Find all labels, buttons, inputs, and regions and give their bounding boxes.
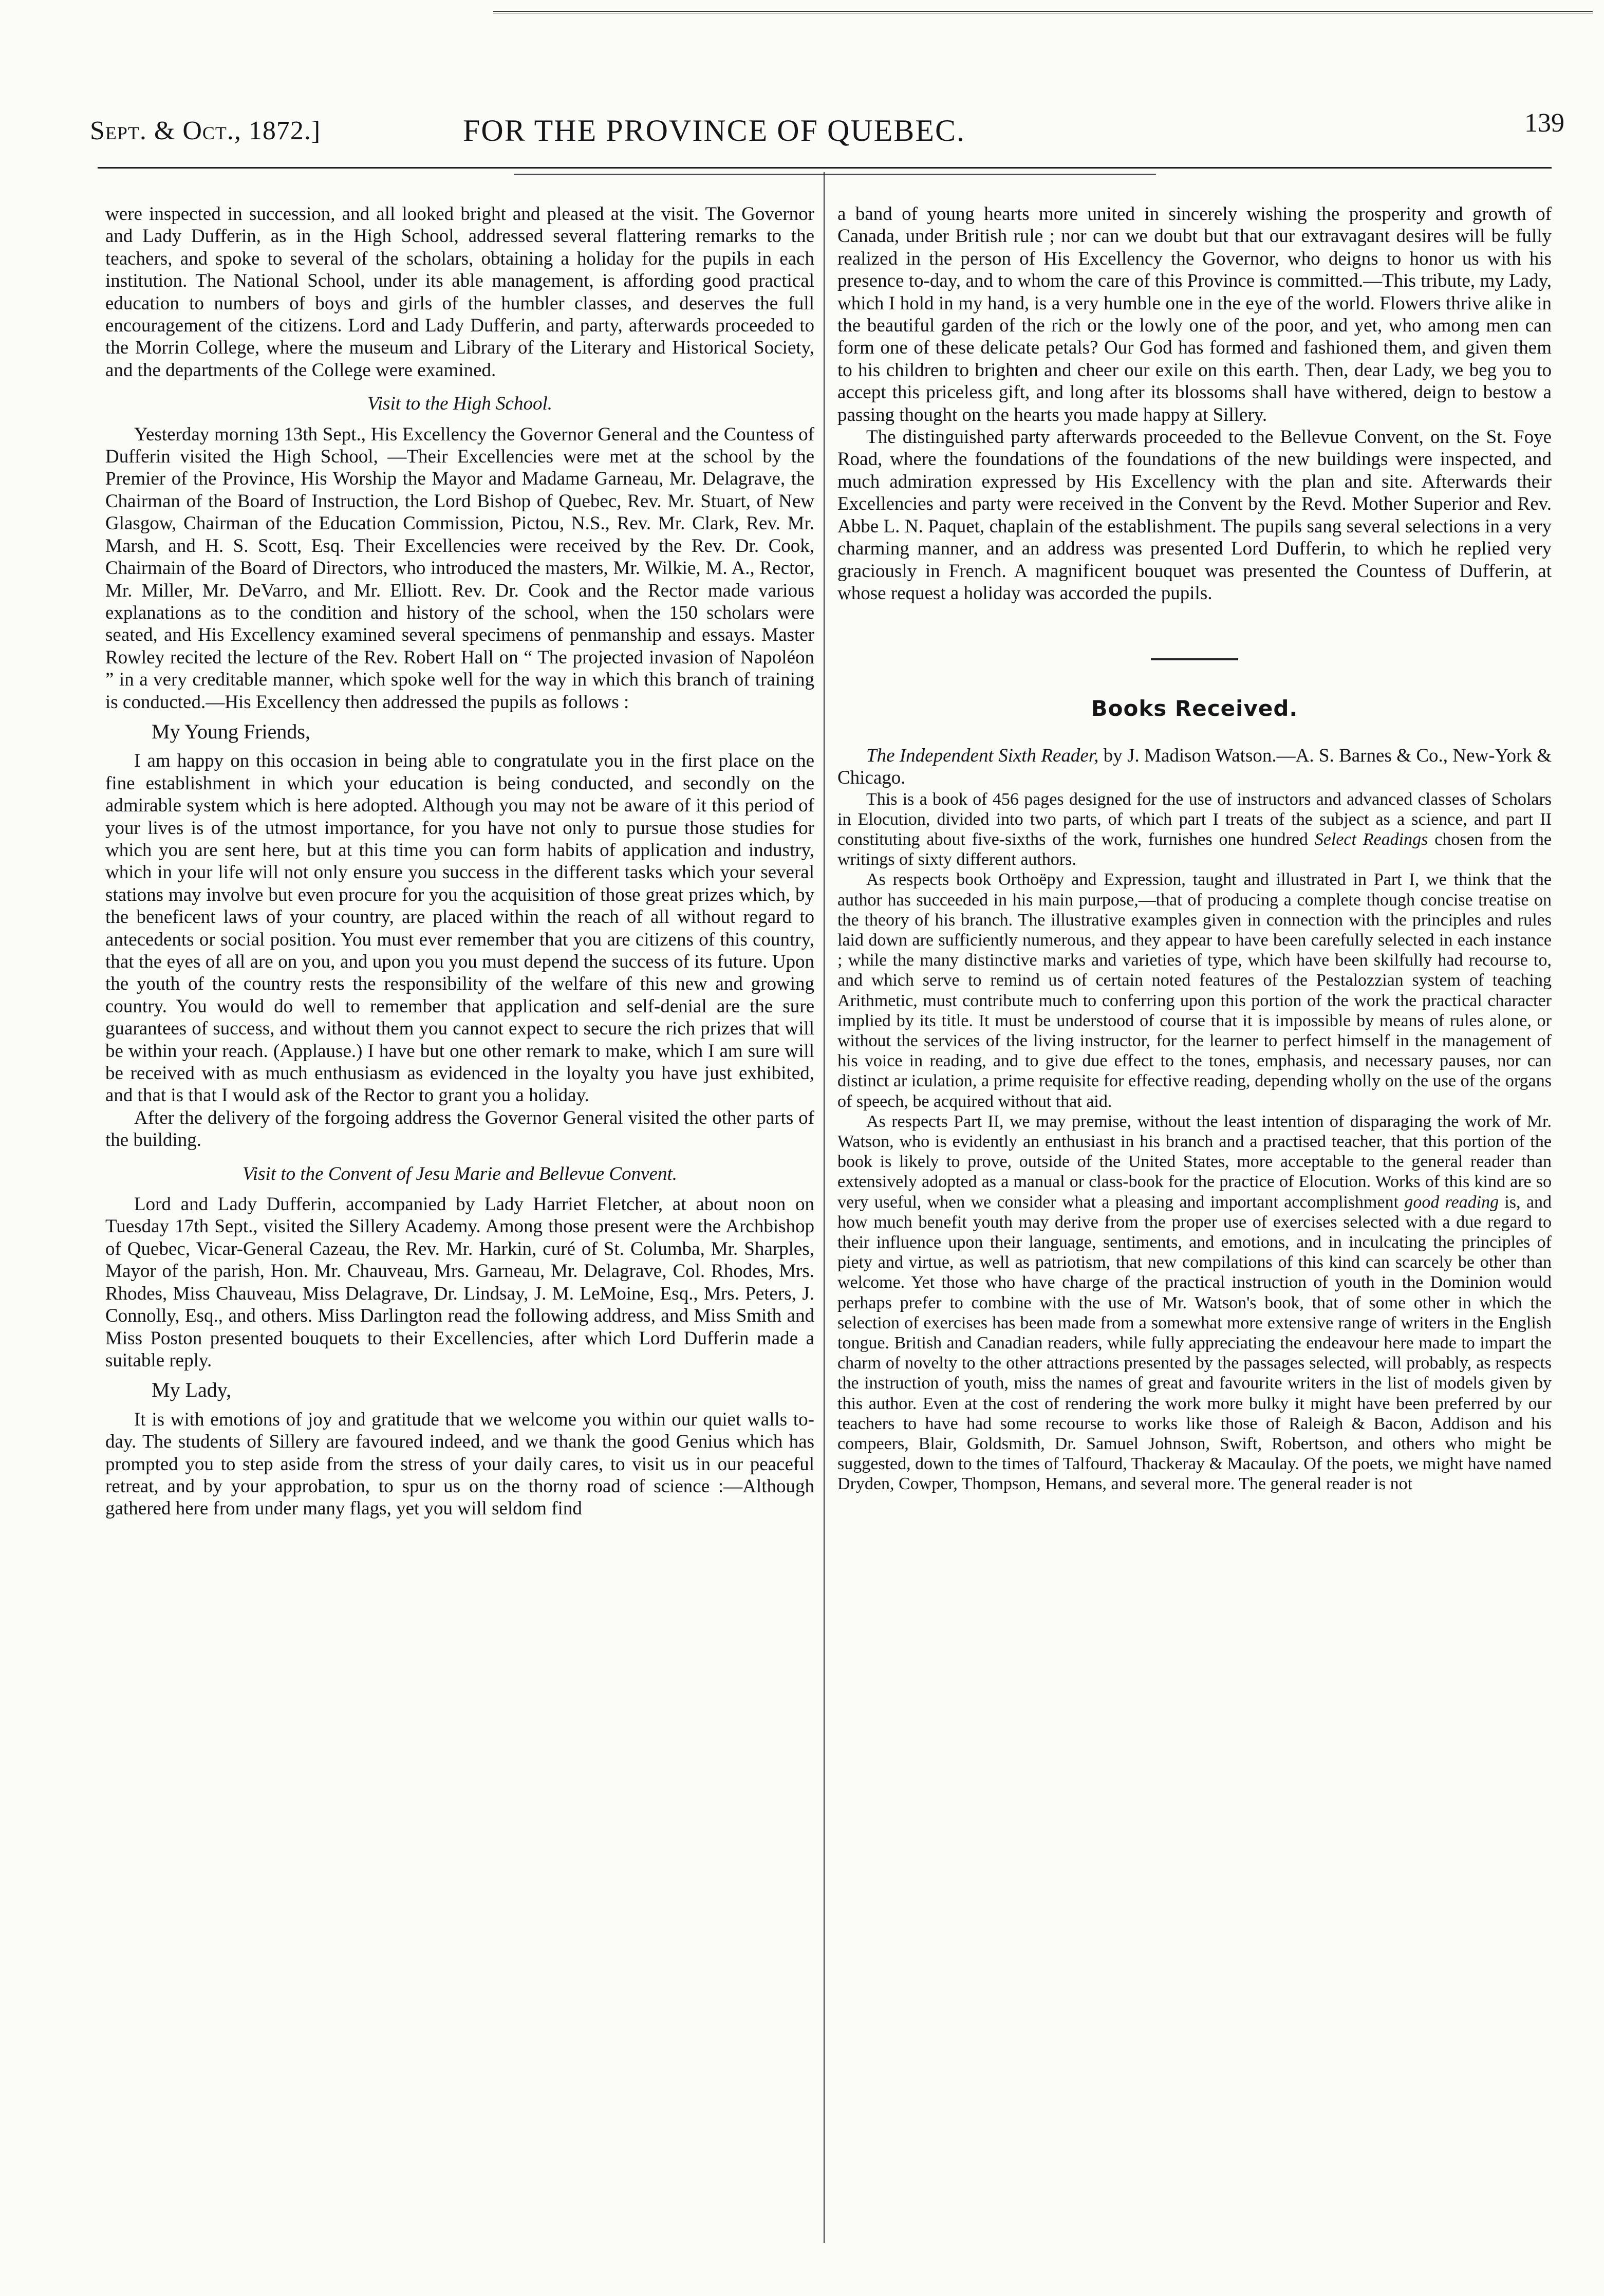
column-divider bbox=[824, 172, 825, 2243]
header-rule-secondary bbox=[514, 174, 1156, 175]
book-title: The Independent Sixth Reader, bbox=[866, 745, 1099, 766]
paragraph: As respects Part II, we may premise, without the least intention of disparaging the work of Mr. Watson, who is evidently an enthusiast in his branch and a practised teacher, that this portion of the book is likely to prove, outside of the United States, more acceptable to the general reader than extensively adopted as a manual or class-book for the practice of Elocution. Works of this kind are so very useful, when we consider what a pleasing and important accomplishment good reading is, and how much benefit youth may derive from the proper use of exercises selected with a due regard to their influence upon their language, sentiments, and emotions, and in inculcating the principles of piety and virtue, as well as patriotism, that new compilations of this kind can scarcely be other than welcome. Yet those who have charge of the practical instruction of youth in the Dominion would perhaps prefer to combine with the use of Mr. Watson's book, that of some other in which the selection of exercises has been made from a somewhat more extensive range of writers in the English tongue. British and Canadian readers, while fully appreciating the endeavour here made to impart the charm of novelty to the other attractions presented by the passages selected, will probably, as respects the instruction of youth, miss the names of great and favourite writers in the list of models given by this author. Even at the cost of rendering the work more bulky it might have been preferred by our teachers to have had some recourse to works like those of Raleigh & Bacon, Addison and his compeers, Blair, Goldsmith, Dr. Samuel Johnson, Swift, Robertson, and others who might be suggested, down to the times of Talfourd, Thackeray & Macaulay. Of the poets, we might have named Dryden, Cowper, Thompson, Hemans, and several more. The general reader is not bbox=[837, 1112, 1552, 1494]
running-title: FOR THE PROVINCE OF QUEBEC. bbox=[463, 114, 965, 147]
book-citation bbox=[837, 745, 1552, 789]
top-border-rule bbox=[493, 11, 1593, 13]
paragraph: It is with emotions of joy and gratitude that we welcome you within our quiet walls to-day. The students of Sillery are favoured indeed, and we thank the good Genius which has prompted you to step aside from the stress of your daily cares, to visit us in our peaceful retreat, and by your approbation, to spur us on the thorny road of science :—Although gathered here from under many flags, yet you will seldom find bbox=[105, 1409, 814, 1520]
paragraph: Yesterday morning 13th Sept., His Excellency the Governor General and the Countess of Dufferin visited the High School, —Their Excellencies were met at the school by the Premier of the Province, His Worship the Mayor and Madame Garneau, Mr. Delagrave, the Chairman of the Board of Instruction, the Lord Bishop of Quebec, Rev. Mr. Stuart, of New Glasgow, Chairman of the Education Commission, Pictou, N.S., Rev. Mr. Clark, Rev. Mr. Marsh, and H. S. Scott, Esq. Their Excellencies were received by the Rev. Dr. Cook, Chairmain of the Board of Directors, who introduced the masters, Mr. Wilkie, M. A., Rector, Mr. Miller, Mr. DeVarro, and Mr. Elliott. Rev. Dr. Cook and the Rector made various explanations as to the condition and history of the school, when the 150 scholars were seated, and His Excellency examined several specimens of penmanship and essays. Master Rowley recited the lecture of the Rev. Robert Hall on “ The projected invasion of Napoléon ” in a very creditable manner, which spoke well for the way in which this branch of training is conducted.—His Excellency then addressed the pupils as follows : bbox=[105, 423, 814, 713]
right-column bbox=[837, 203, 1552, 1494]
paragraph: were inspected in succession, and all looked bright and pleased at the visit. The Governor and Lady Dufferin, as in the High School, addressed several flattering remarks to the teachers, and spoke to several of the scholars, obtaining a holiday for the pupils in each institution. The National School, under its able management, is affording good practical education to numbers of boys and girls of the humbler classes, and deserves the full encouragement of the citizens. Lord and Lady Dufferin, and party, afterwards proceeded to the Morrin College, where the museum and Library of the Literary and Historical Society, and the departments of the College were examined. bbox=[105, 203, 814, 381]
paragraph: This is a book of 456 pages designed for the use of instructors and advanced classes of Scholars in Elocution, divided into two parts, of which part I treats of the subject as a science, and part II constituting about five-sixths of the work, furnishes one hundred Select Readings chosen from the writings of sixty different authors. bbox=[837, 789, 1552, 869]
left-column bbox=[105, 203, 814, 1520]
paragraph: After the delivery of the forgoing address the Governor General visited the other parts of the building. bbox=[105, 1107, 814, 1151]
header-rule bbox=[98, 167, 1552, 169]
issue-date: Sept. & Oct., 1872.] bbox=[90, 116, 321, 145]
section-heading-convent: Visit to the Convent of Jesu Marie and Bellevue Convent. bbox=[243, 1163, 677, 1184]
section-heading-high-school: Visit to the High School. bbox=[367, 393, 553, 415]
paragraph: Lord and Lady Dufferin, accompanied by Lady Harriet Fletcher, at about noon on Tuesday 17th Sept., visited the Sillery Academy. Among those present were the Archbishop of Quebec, Vicar-General Cazeau, the Rev. Mr. Harkin, curé of St. Columba, Mr. Sharples, Mayor of the parish, Hon. Mr. Chauveau, Mrs. Garneau, Mr. Delagrave, Col. Rhodes, Mrs. Rhodes, Miss Chauveau, Miss Delagrave, Dr. Lindsay, J. M. LeMoine, Esq., Mrs. Peters, J. Connolly, Esq., and others. Miss Darlington read the following address, and Miss Smith and Miss Poston presented bouquets to their Excellencies, after which Lord Dufferin made a suitable reply. bbox=[105, 1194, 814, 1371]
page-header bbox=[90, 105, 1564, 152]
book-review bbox=[837, 789, 1552, 1494]
paragraph: a band of young hearts more united in sincerely wishing the prosperity and growth of Canada, under British rule ; nor can we doubt but that our extravagant desires will be fully realized in the person of His Excellency the Governor, who deigns to honor us with his presence to-day, and to whom the care of this Province is committed.—This tribute, my Lady, which I hold in my hand, is a very humble one in the eye of the world. Flowers thrive alike in the beautiful garden of the rich or the lowly one of the poor, and yet, who among men can form one of these delicate petals? Our God has formed and fashioned them, and given them to his children to brighten and cheer our exile on this earth. Then, dear Lady, we beg you to accept this priceless gift, and long after its blossoms shall have withered, deign to bestow a passing thought on the hearts you made happy at Sillery. bbox=[837, 203, 1552, 425]
salutation: My Young Friends, bbox=[152, 719, 310, 743]
paragraph: I am happy on this occasion in being able to congratulate you in the first place on the fine establishment in which your education is being conducted, and secondly on the admirable system which is here adopted. Although you may not be aware of it this period of your lives is of the utmost importance, for you have not only to pursue those studies for which you are sent here, but at this time you can form habits of application and industry, which in your life will not only ensure you success in the different tasks which your several stations may involve but even procure for you the acquisition of those great prizes which, by the beneficent laws of your country, are placed within the reach of all without regard to antecedents or social position. You must ever remember that you are citizens of this country, that the eyes of all are on you, and upon you you must depend the success of its future. Upon the youth of the country rests the responsibility of the welfare of this new and growing country. You would do well to remember that application and self-denial are the sure guarantees of success, and without them you cannot expect to secure the rich prizes that will be within your reach. (Applause.) I have but one other remark to make, which I am sure will be received with as much enthusiasm as evidenced in the loyalty you have just exhibited, and that is that I would ask of the Rector to grant you a holiday. bbox=[105, 750, 814, 1106]
page-number: 139 bbox=[1524, 108, 1564, 138]
book-byline: by J. Madison Watson.—A. S. Barnes & Co., New-York & Chicago. bbox=[837, 745, 1552, 789]
section-divider bbox=[1151, 658, 1238, 660]
salutation: My Lady, bbox=[152, 1378, 232, 1402]
books-received-heading: Books Received. bbox=[1091, 696, 1298, 721]
paragraph: The distinguished party afterwards proceeded to the Bellevue Convent, on the St. Foye Road, where the foundations of the foundations of the new buildings were inspected, and much admiration expressed by His Excellency with the plan and site. Afterwards their Excellencies and party were received in the Convent by the Revd. Mother Superior and Rev. Abbe L. N. Paquet, chaplain of the establishment. The pupils sang several selections in a very charming manner, and an address was presented Lord Dufferin, to which he replied very graciously in French. A magnificent bouquet was presented the Countess of Dufferin, at whose request a holiday was accorded the pupils. bbox=[837, 427, 1552, 604]
paragraph: As respects book Orthoëpy and Expression, taught and illustrated in Part I, we think that the author has succeeded in his main purpose,—that of producing a complete though concise treatise on the theory of his branch. The illustrative examples given in connection with the principles and rules laid down are sufficiently numerous, and they appear to have been carefully selected in each instance ; while the many distinctive marks and varieties of type, which have been skilfully had recourse to, and which serve to remind us of certain noted features of the Pestalozzian system of teaching Arithmetic, must contribute much to conferring upon this portion of the work the practical character implied by its title. It must be understood of course that it is impossible by means of rules alone, or without the services of the living instructor, for the learner to perfect himself in the management of his voice in reading, and to give due effect to the tones, emphasis, and necessary pauses, nor can distinct ar iculation, a prime requisite for effective reading, depending wholly on the use of the organs of speech, be acquired without that aid. bbox=[837, 870, 1552, 1111]
